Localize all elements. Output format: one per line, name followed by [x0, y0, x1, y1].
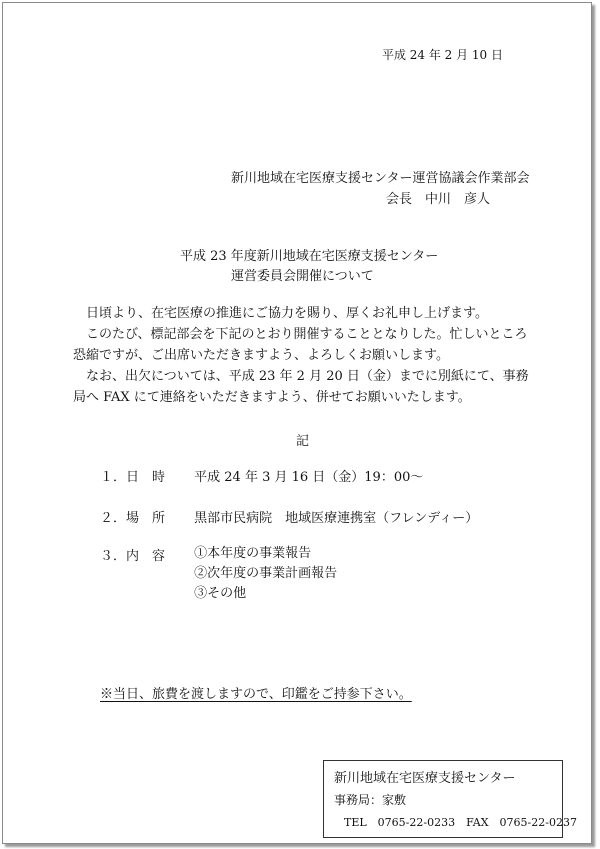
content-item: ③その他	[194, 586, 247, 601]
recipient-organization: 新川地域在宅医療支援センター運営協議会作業部会	[231, 171, 530, 186]
body-text	[73, 303, 535, 408]
detail-label-place: ２．場 所	[100, 511, 166, 526]
detail-row-datetime	[100, 466, 423, 485]
detail-row-content	[100, 545, 337, 605]
contact-person: 事務局：家敷	[334, 793, 407, 807]
body-paragraph-3: なお、出欠については、平成 23 年 2 月 20 日（金）までに別紙にて、事務局へ FAX にて連絡をいただきますよう、併せてお願いいたします。	[73, 369, 529, 405]
content-item: ②次年度の事業計画報告	[194, 566, 338, 581]
detail-value-datetime: 平成 24 年 3 月 16 日（金）19：00～	[194, 470, 424, 485]
document-page	[2, 2, 592, 844]
contact-box	[323, 760, 577, 838]
ki-heading: 記	[296, 434, 310, 449]
detail-label-datetime: １．日 時	[100, 470, 166, 485]
document-title-line-1: 平成 23 年度新川地域在宅医療支援センター	[180, 249, 439, 264]
recipient-name: 会長 中川 彦人	[386, 192, 491, 207]
detail-row-place	[100, 507, 478, 526]
contact-organization: 新川地域在宅医療支援センター	[334, 771, 516, 786]
detail-label-content: ３．内 容	[100, 549, 166, 564]
content-list	[194, 545, 337, 605]
document-title-line-2: 運営委員会開催について	[231, 269, 374, 284]
detail-value-place: 黒部市民病院 地域医療連携室（フレンディー）	[194, 511, 479, 526]
content-item: ①本年度の事業報告	[194, 546, 312, 561]
contact-phone-fax: TEL 0765-22-0233 FAX 0765-22-0237	[344, 816, 577, 829]
body-paragraph-2: このたび、標記部会を下記のとおり開催することとなりした。忙しいところ恐縮ですが、ご出席いただきますよう、よろしくお願いします。	[73, 327, 528, 363]
body-paragraph-1: 日頃より、在宅医療の推進にご協力を賜り、厚くお礼申し上げます。	[86, 306, 488, 321]
document-date: 平成 24 年 2 月 10 日	[381, 48, 503, 62]
note-text: ※当日、旅費を渡しますので、印鑑をご持参下さい。	[100, 687, 412, 702]
